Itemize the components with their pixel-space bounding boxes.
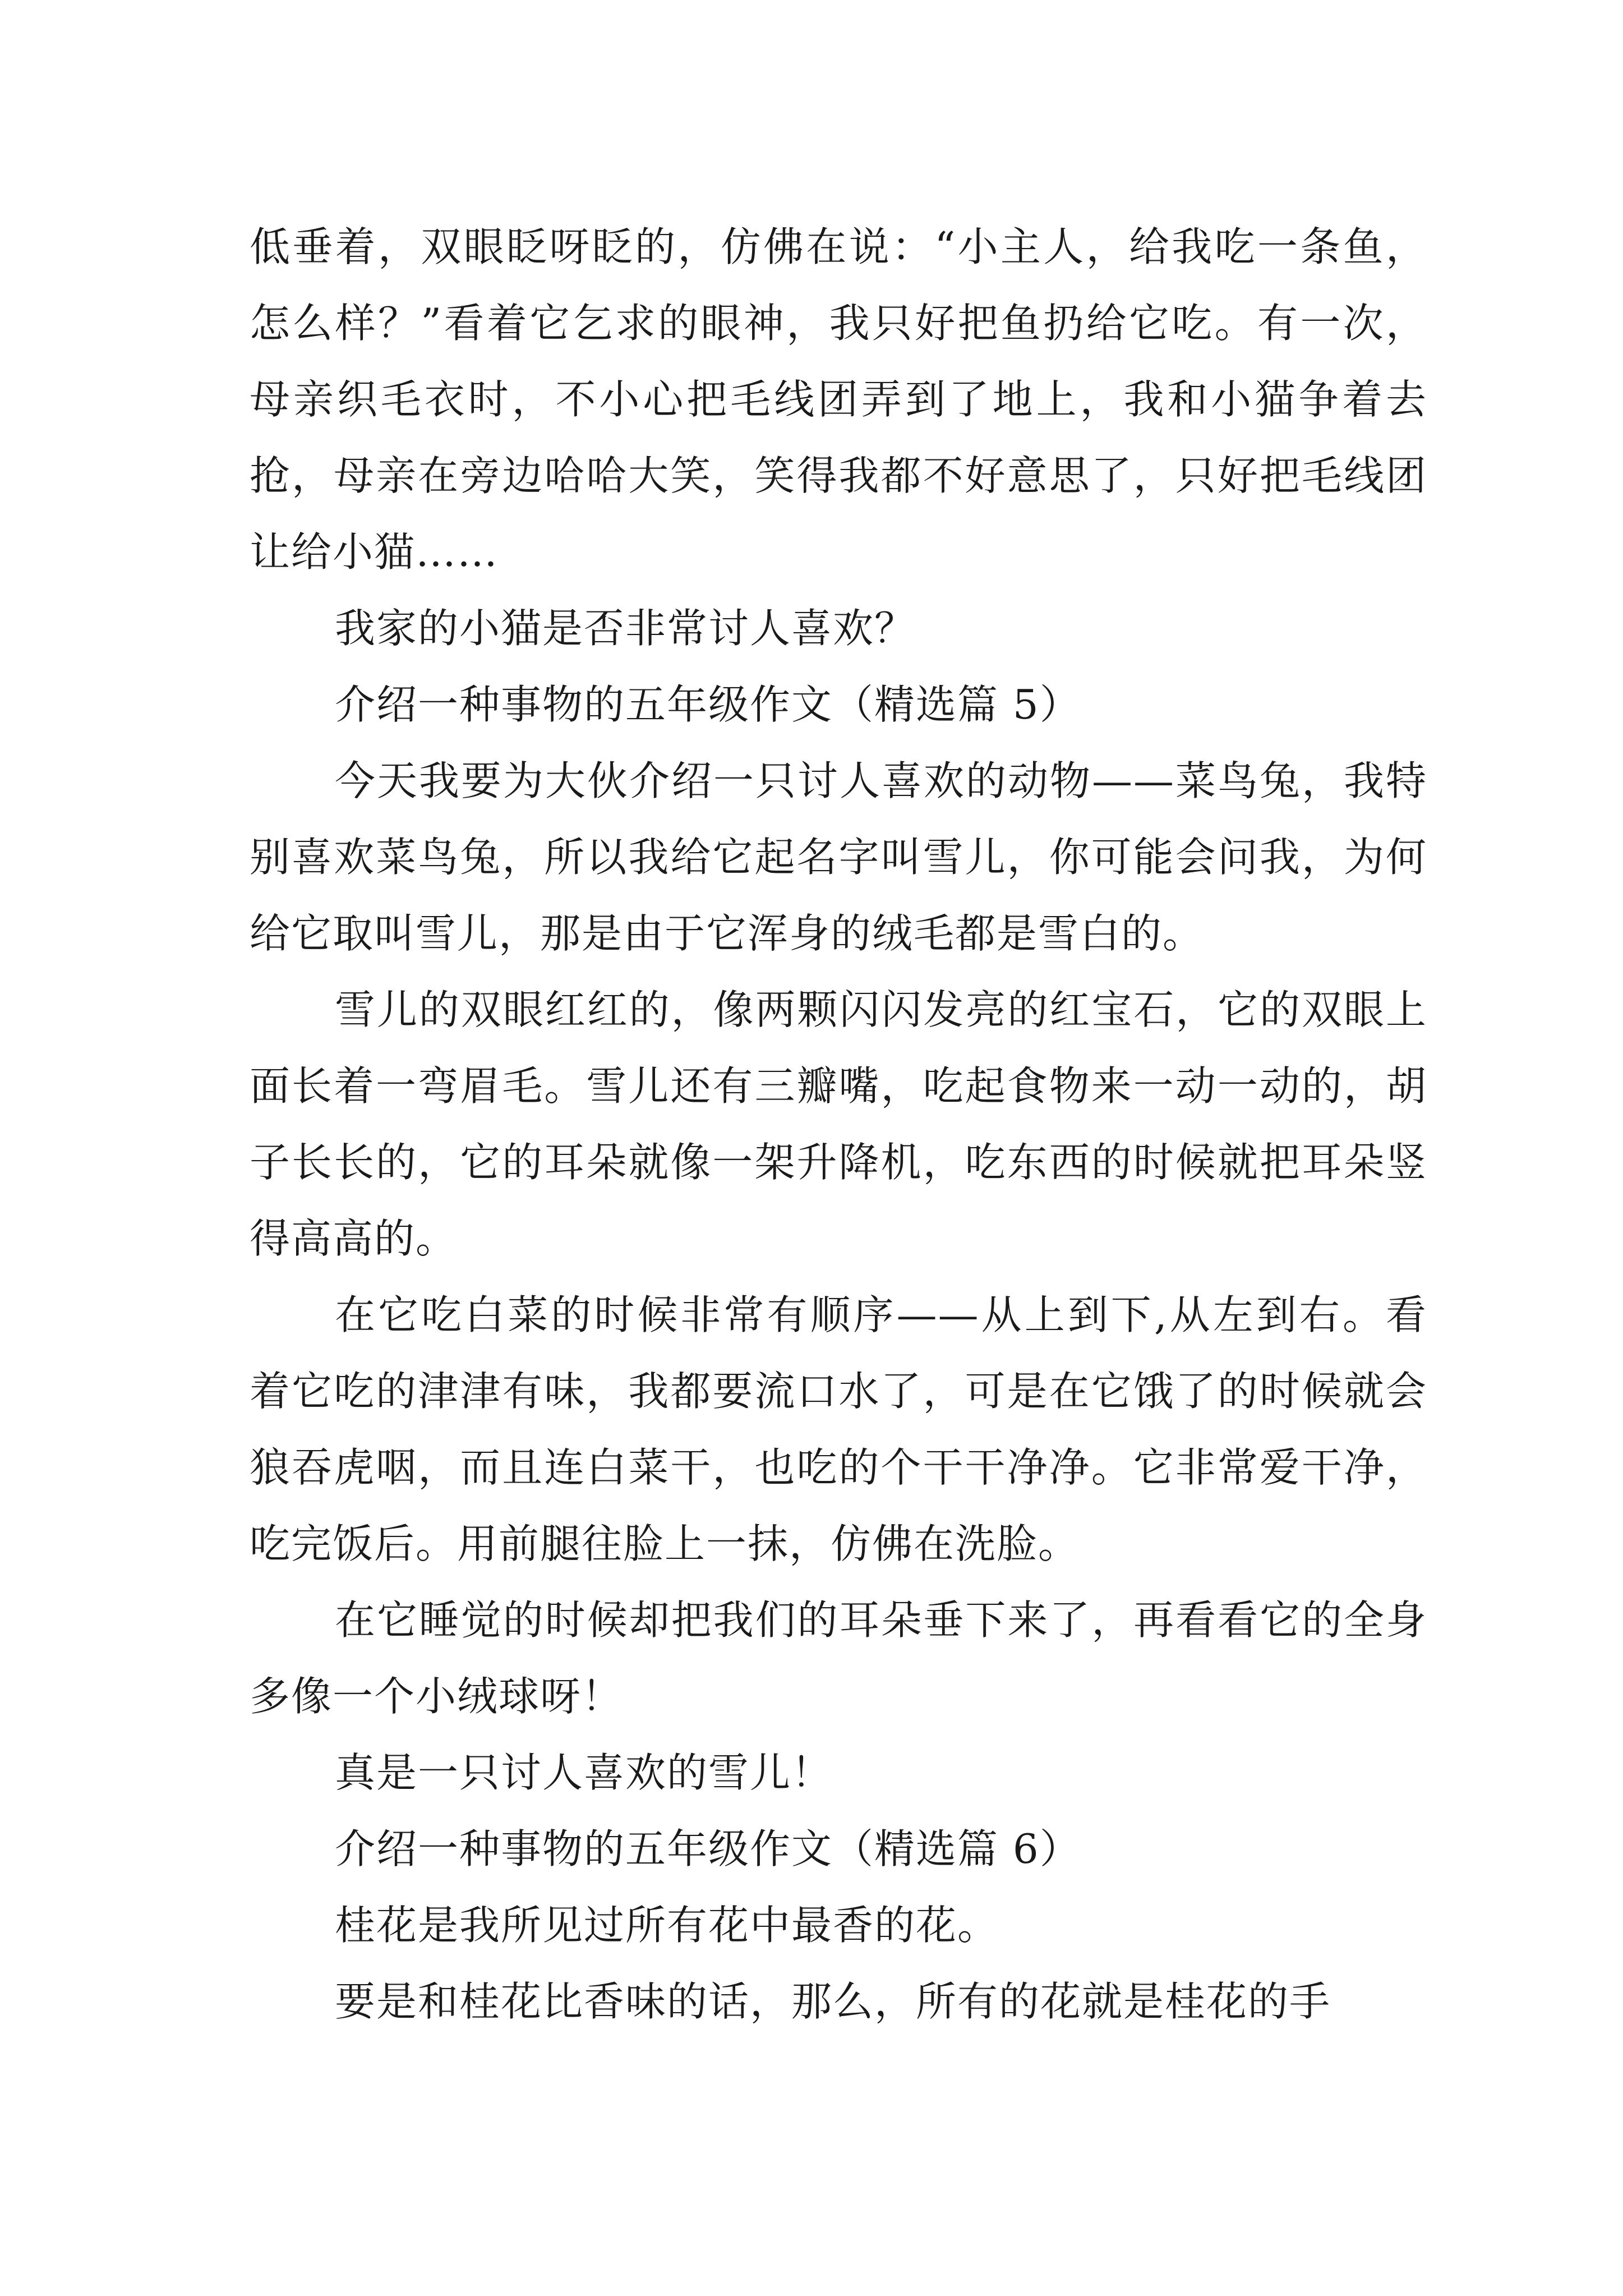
paragraph-osmanthus-fragrance: 要是和桂花比香味的话，那么，所有的花就是桂花的手 (335, 1978, 1331, 2025)
section-heading-5: 介绍一种事物的五年级作文（精选篇 5） (335, 681, 1081, 728)
paragraph-rabbit-sleeping: 在它睡觉的时候却把我们的耳朵垂下来了，再看看它的全身多像一个小绒球呀！ (250, 1596, 1427, 1720)
paragraph-conclusion: 真是一只讨人喜欢的雪儿！ (335, 1749, 833, 1796)
paragraph-intro-rabbit: 今天我要为大伙介绍一只讨人喜欢的动物——菜鸟兔，我特别喜欢菜鸟兔，所以我给它起名字叫雪儿，你可能会问我，为何给它取叫雪儿，那是由于它浑身的绒毛都是雪白的。 (250, 757, 1427, 957)
document-body (250, 209, 1427, 2040)
paragraph-osmanthus-intro: 桂花是我所见过所有花中最香的花。 (335, 1902, 999, 1949)
section-heading-6: 介绍一种事物的五年级作文（精选篇 6） (335, 1825, 1081, 1872)
paragraph-rabbit-eyes: 雪儿的双眼红红的，像两颗闪闪发亮的红宝石，它的双眼上面长着一弯眉毛。雪儿还有三瓣嘴，吃起食物来一动一动的，胡子长长的，它的耳朵就像一架升降机，吃东西的时候就把耳朵竖得高高的。 (250, 986, 1427, 1262)
paragraph-rabbit-eating: 在它吃白菜的时候非常有顺序——从上到下,从左到右。看着它吃的津津有味，我都要流口水了，可是在它饿了的时候就会狼吞虎咽，而且连白菜干，也吃的个干干净净。它非常爱干净，吃完饭后。用前腿往脸上一抹，仿佛在洗脸。 (250, 1291, 1427, 1567)
paragraph-question: 我家的小猫是否非常讨人喜欢？ (335, 605, 916, 652)
paragraph-continuation: 低垂着，双眼眨呀眨的，仿佛在说：“小主人，给我吃一条鱼，怎么样？”看着它乞求的眼神，我只好把鱼扔给它吃。有一次，母亲织毛衣时，不小心把毛线团弄到了地上，我和小猫争着去抢，母亲在旁边哈哈大笑，笑得我都不好意思了，只好把毛线团让给小猫…… (250, 223, 1427, 576)
